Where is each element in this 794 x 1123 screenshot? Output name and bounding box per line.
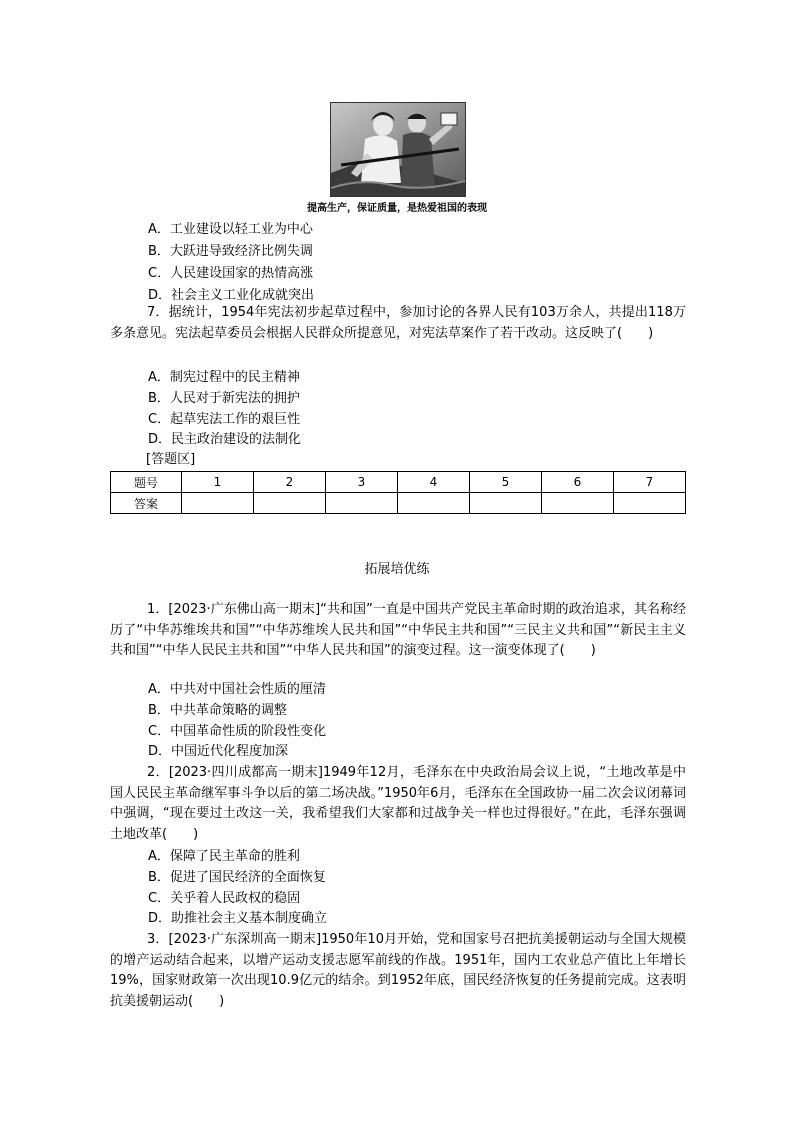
question-number-cell: 2 — [254, 472, 326, 493]
q6-option-d: D．社会主义工业化成就突出 — [148, 288, 315, 303]
answer-cell[interactable] — [326, 493, 398, 514]
question-number-cell: 1 — [182, 472, 254, 493]
ext-q1-option-c: C．中国革命性质的阶段性变化 — [148, 724, 327, 739]
answer-table-number-row — [111, 472, 686, 493]
q7-option-c: C．起草宪法工作的艰巨性 — [148, 412, 301, 427]
q7-stem: 7．据统计，1954年宪法初步起草过程中，参加讨论的各界人民有103万余人，共提出118万多条意见。宪法起草委员会根据人民群众所提意见，对宪法草案作了若干改动。这反映了( ) — [110, 305, 686, 341]
answer-cell[interactable] — [254, 493, 326, 514]
ext-q2-option-c: C．关乎着人民政权的稳固 — [148, 891, 301, 906]
question-number-cell: 4 — [398, 472, 470, 493]
answer-area-label: [答题区] — [146, 452, 196, 467]
answer-table — [110, 471, 686, 514]
answer-cell[interactable] — [398, 493, 470, 514]
q7-option-a: A．制宪过程中的民主精神 — [148, 370, 300, 385]
ext-q1-option-b: B．中共革命策略的调整 — [148, 703, 287, 718]
question-number-header: 题号 — [111, 472, 182, 493]
ext-q1-option-a: A．中共对中国社会性质的厘清 — [148, 682, 326, 697]
ext-q2-option-d: D．助推社会主义基本制度确立 — [148, 911, 328, 926]
answer-header: 答案 — [111, 493, 182, 514]
ext-q3-stem: 3．[2023·广东深圳高一期末]1950年10月开始，党和国家号召把抗美援朝运动与全国大规模的增产运动结合起来，以增产运动支援志愿军前线的作战。1951年，国内工农业总产值比上年增长19%，国家财政第一次出现10.9亿元的结余。到1952年底，国民经济恢复的任务提前完成。这表明抗美援朝运动( ) — [110, 932, 686, 1010]
ext-q2-option-b: B．促进了国民经济的全面恢复 — [148, 870, 326, 885]
q6-option-c: C．人民建设国家的热情高涨 — [148, 266, 314, 281]
question-number-cell: 6 — [542, 472, 614, 493]
ext-q2-option-a: A．保障了民主革命的胜利 — [148, 849, 300, 864]
q6-option-a: A．工业建设以轻工业为中心 — [148, 222, 313, 237]
answer-cell[interactable] — [614, 493, 686, 514]
ext-q2-stem: 2．[2023·四川成都高一期末]1949年12月，毛泽东在中央政治局会议上说，“土地改革是中国人民民主革命继军事斗争以后的第二场决战。”1950年6月，毛泽东在全国政协一届二次会议闭幕词中强调，“现在要过土改这一关，我希望我们大家都和过战争关一样也过得很好。”在此，毛泽东强调土地改革( ) — [110, 765, 686, 843]
poster-image — [330, 102, 466, 197]
answer-cell[interactable] — [182, 493, 254, 514]
ext-q1-stem: 1．[2023·广东佛山高一期末]“共和国”一直是中国共产党民主革命时期的政治追求，其名称经历了“中华苏维埃共和国”“中华苏维埃人民共和国”“中华民主共和国”“三民主义共和国”“新民主主义共和国”“中华人民民主共和国”“中华人民共和国”的演变过程。这一演变体现了( ) — [110, 602, 686, 659]
question-number-cell: 3 — [326, 472, 398, 493]
q7-option-b: B．人民对于新宪法的拥护 — [148, 391, 300, 406]
answer-cell[interactable] — [542, 493, 614, 514]
question-number-cell: 7 — [614, 472, 686, 493]
ext-q1-option-d: D．中国近代化程度加深 — [148, 744, 289, 759]
q7-option-d: D．民主政治建设的法制化 — [148, 432, 302, 447]
answer-table-answer-row — [111, 493, 686, 514]
section-title: 拓展培优练 — [364, 562, 430, 577]
workers-illustration-icon — [331, 103, 465, 196]
poster-caption: 提高生产，保证质量，是热爱祖国的表现 — [307, 203, 487, 214]
question-number-cell: 5 — [470, 472, 542, 493]
q6-option-b: B．大跃进导致经济比例失调 — [148, 244, 313, 259]
answer-cell[interactable] — [470, 493, 542, 514]
